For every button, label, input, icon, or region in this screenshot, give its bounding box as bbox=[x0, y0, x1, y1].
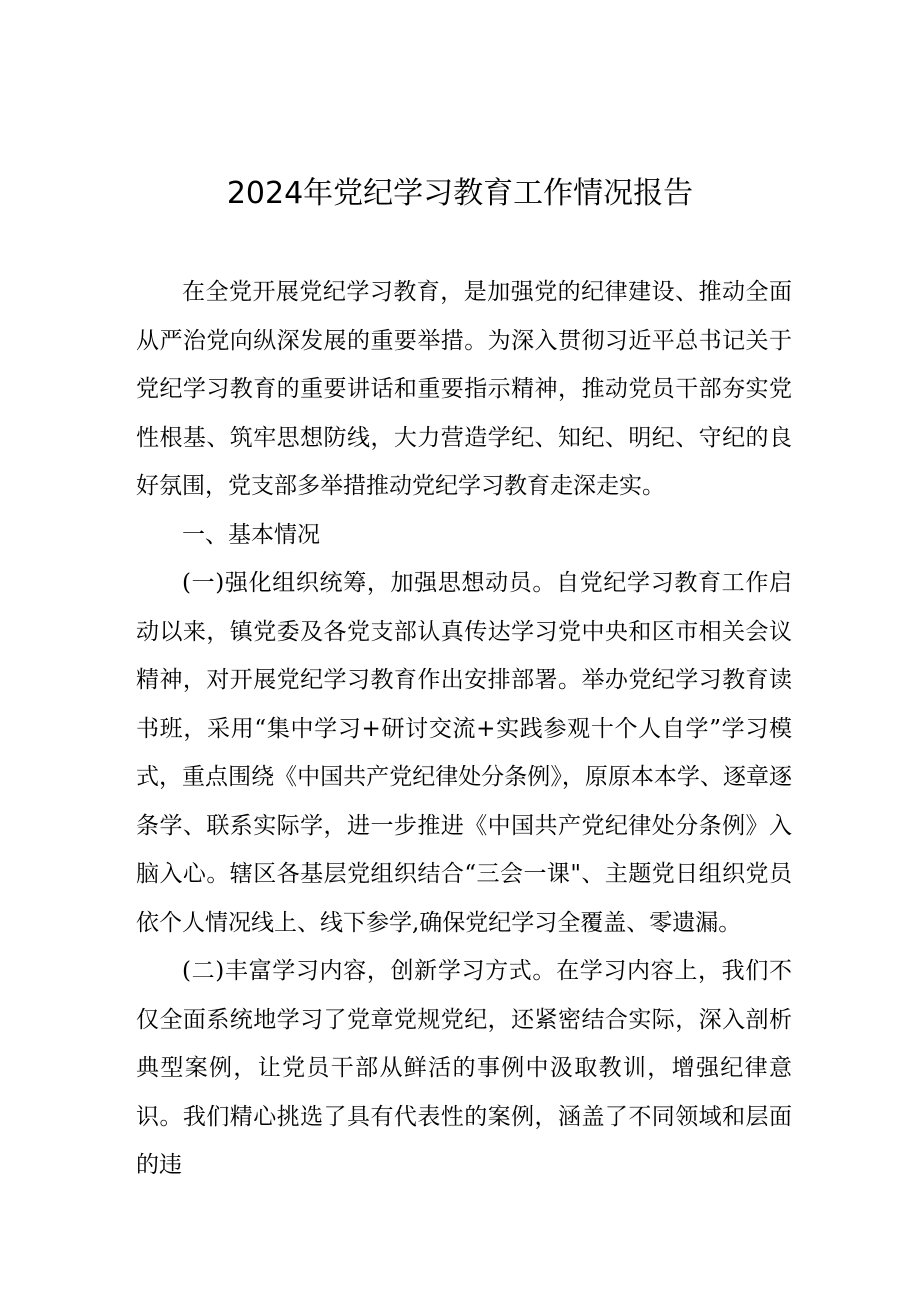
document-title: 2024年党纪学习教育工作情况报告 bbox=[226, 176, 694, 211]
intro-paragraph: 在全党开展党纪学习教育，是加强党的纪律建设、推动全面从严治党向纵深发展的重要举措。为深入贯彻习近平总书记关于党纪学习教育的重要讲话和重要指示精神，推动党员干部夯实党性根基、筑牢思想防线，大力营造学纪、知纪、明纪、守纪的良好氛围，党支部多举措推动党纪学习教育走深走实。 bbox=[136, 279, 792, 499]
paragraph-organization: (一)强化组织统筹，加强思想动员。自党纪学习教育工作启动以来，镇党委及各党支部认真传达学习党中央和区市相关会议精神，对开展党纪学习教育作出安排部署。举办党纪学习教育读书班，采用“集中学习+研讨交流+实践参观十个人自学”学习模式，重点围绕《中国共产党纪律处分条例》，原原本本学、逐章逐条学、联系实际学，进一步推进《中国共产党纪律处分条例》入脑入心。辖区各基层党组织结合“三会一课"、主题党日组织党员依个人情况线上、线下参学,确保党纪学习全覆盖、零遗漏。 bbox=[136, 570, 792, 936]
paragraph-learning-content: (二)丰富学习内容，创新学习方式。在学习内容上，我们不仅全面系统地学习了党章党规党纪，还紧密结合实际，深入剖析典型案例，让党员干部从鲜活的事例中汲取教训，增强纪律意识。我们精心挑选了具有代表性的案例，涵盖了不同领域和层面的违 bbox=[136, 958, 792, 1178]
document-body bbox=[136, 268, 792, 1190]
section-heading-basic-situation: 一、基本情况 bbox=[182, 521, 320, 548]
